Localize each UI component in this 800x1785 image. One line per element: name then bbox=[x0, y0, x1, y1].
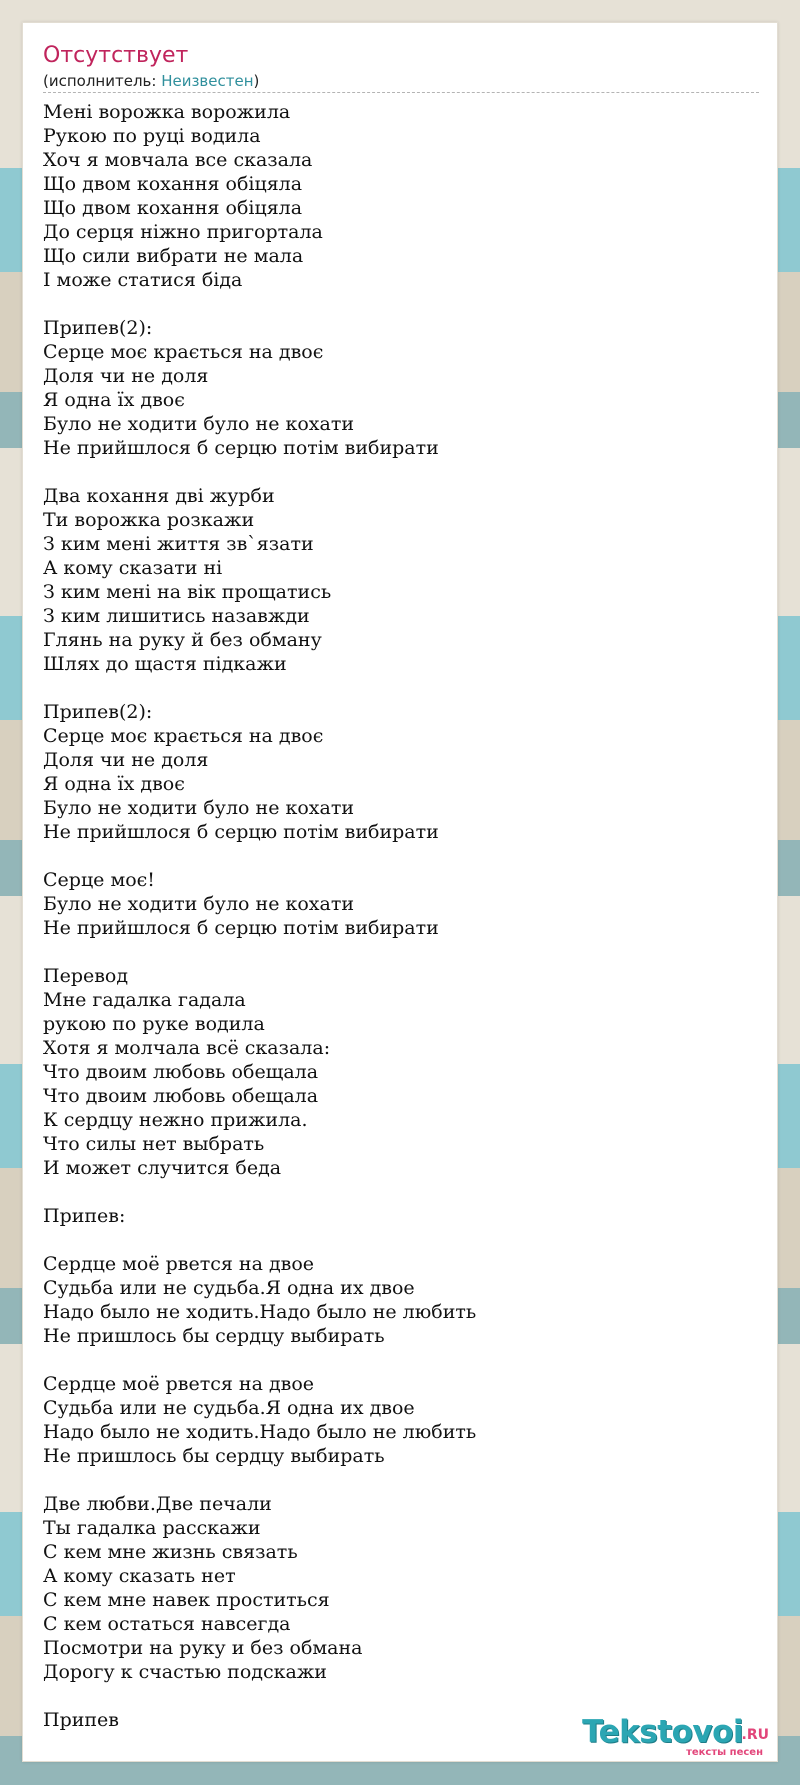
lyrics-line: Сердце моё рвется на двое bbox=[43, 1373, 315, 1395]
artist-suffix: ) bbox=[253, 72, 260, 90]
lyrics-line: Що сили вибрати не мала bbox=[43, 245, 304, 267]
lyrics-blank-line bbox=[43, 1180, 759, 1204]
lyrics-line: З ким лишитись назавжди bbox=[43, 605, 310, 627]
logo-wordmark: Tekstovoi bbox=[582, 1714, 743, 1750]
lyrics-line: Доля чи не доля bbox=[43, 749, 209, 771]
lyrics-line: Доля чи не доля bbox=[43, 365, 209, 387]
artist-prefix: (исполнитель: bbox=[43, 72, 162, 90]
lyrics-line: Рукою по руці водила bbox=[43, 125, 261, 147]
lyrics-blank-line bbox=[43, 940, 759, 964]
lyrics-line: Что силы нет выбрать bbox=[43, 1133, 265, 1155]
lyrics-text bbox=[43, 100, 759, 1732]
lyrics-line: Дорогу к счастью подскажи bbox=[43, 1661, 327, 1683]
lyrics-line: С кем мне жизнь связать bbox=[43, 1541, 298, 1563]
lyrics-line: Було не ходити було не кохати bbox=[43, 797, 355, 819]
lyrics-line: Два кохання дві журби bbox=[43, 485, 275, 507]
lyrics-line: Хотя я молчала всё сказала: bbox=[43, 1037, 331, 1059]
lyrics-line: Не пришлось бы сердцу выбирать bbox=[43, 1445, 385, 1467]
logo-tld: .RU bbox=[741, 1727, 769, 1743]
lyrics-line: Припев bbox=[43, 1709, 119, 1731]
lyrics-line: Судьба или не судьба.Я одна их двое bbox=[43, 1397, 415, 1419]
lyrics-line: Серце моє крається на двоє bbox=[43, 341, 324, 363]
lyrics-line: Не прийшлося б серцю потім вибирати bbox=[43, 437, 439, 459]
lyrics-blank-line bbox=[43, 460, 759, 484]
lyrics-line: Не пришлось бы сердцу выбирать bbox=[43, 1325, 385, 1347]
lyrics-line: Припев(2): bbox=[43, 701, 153, 723]
lyrics-line: Сердце моё рвется на двое bbox=[43, 1253, 315, 1275]
lyrics-line: Судьба или не судьба.Я одна их двое bbox=[43, 1277, 415, 1299]
song-title: Отсутствует bbox=[43, 43, 189, 68]
lyrics-line: Надо было не ходить.Надо было не любить bbox=[43, 1421, 477, 1443]
lyrics-line: З ким мені життя зв`язати bbox=[43, 533, 314, 555]
lyrics-line: Не прийшлося б серцю потім вибирати bbox=[43, 917, 439, 939]
lyrics-line: Хоч я мовчала все сказала bbox=[43, 149, 313, 171]
lyrics-line: Припев(2): bbox=[43, 317, 153, 339]
lyrics-blank-line bbox=[43, 1684, 759, 1708]
lyrics-line: Перевод bbox=[43, 965, 129, 987]
lyrics-line: Мне гадалка гадала bbox=[43, 989, 246, 1011]
lyrics-line: Не прийшлося б серцю потім вибирати bbox=[43, 821, 439, 843]
lyrics-line: рукою по руке водила bbox=[43, 1013, 265, 1035]
lyrics-line: Что двоим любовь обещала bbox=[43, 1085, 319, 1107]
lyrics-blank-line bbox=[43, 1468, 759, 1492]
logo-tagline: тексты песен bbox=[686, 1747, 763, 1758]
lyrics-line: Ти ворожка розкажи bbox=[43, 509, 255, 531]
lyrics-line: Що двом кохання обіцяла bbox=[43, 197, 303, 219]
lyrics-line: Надо было не ходить.Надо было не любить bbox=[43, 1301, 477, 1323]
lyrics-line: А кому сказати ні bbox=[43, 557, 223, 579]
lyrics-line: Шлях до щастя підкажи bbox=[43, 653, 287, 675]
lyrics-line: Ты гадалка расскажи bbox=[43, 1517, 261, 1539]
lyrics-line: Что двоим любовь обещала bbox=[43, 1061, 319, 1083]
lyrics-line: Посмотри на руку и без обмана bbox=[43, 1637, 363, 1659]
lyrics-blank-line bbox=[43, 844, 759, 868]
lyrics-line: Було не ходити було не кохати bbox=[43, 893, 355, 915]
artist-line bbox=[43, 71, 759, 93]
lyrics-line: А кому сказать нет bbox=[43, 1565, 236, 1587]
lyrics-line: Глянь на руку й без обману bbox=[43, 629, 322, 651]
lyrics-line: К сердцу нежно прижила. bbox=[43, 1109, 308, 1131]
lyrics-line: Припев: bbox=[43, 1205, 126, 1227]
lyrics-line: С кем остаться навсегда bbox=[43, 1613, 291, 1635]
lyrics-line: Я одна їх двоє bbox=[43, 389, 185, 411]
lyrics-card bbox=[22, 22, 778, 1762]
lyrics-line: И может случится беда bbox=[43, 1157, 282, 1179]
lyrics-line: Серце моє крається на двоє bbox=[43, 725, 324, 747]
lyrics-blank-line bbox=[43, 292, 759, 316]
lyrics-line: Серце моє! bbox=[43, 869, 155, 891]
lyrics-blank-line bbox=[43, 1348, 759, 1372]
lyrics-line: Мені ворожка ворожила bbox=[43, 101, 291, 123]
lyrics-line: Я одна їх двоє bbox=[43, 773, 185, 795]
lyrics-line: До серця ніжно пригортала bbox=[43, 221, 323, 243]
lyrics-blank-line bbox=[43, 1228, 759, 1252]
lyrics-line: З ким мені на вік прощатись bbox=[43, 581, 332, 603]
site-logo[interactable] bbox=[559, 1713, 769, 1761]
lyrics-line: С кем мне навек проститься bbox=[43, 1589, 330, 1611]
lyrics-blank-line bbox=[43, 676, 759, 700]
lyrics-line: Що двом кохання обіцяла bbox=[43, 173, 303, 195]
lyrics-line: Було не ходити було не кохати bbox=[43, 413, 355, 435]
lyrics-line: Две любви.Две печали bbox=[43, 1493, 272, 1515]
artist-link[interactable]: Неизвестен bbox=[161, 72, 254, 90]
lyrics-line: І може статися біда bbox=[43, 269, 243, 291]
